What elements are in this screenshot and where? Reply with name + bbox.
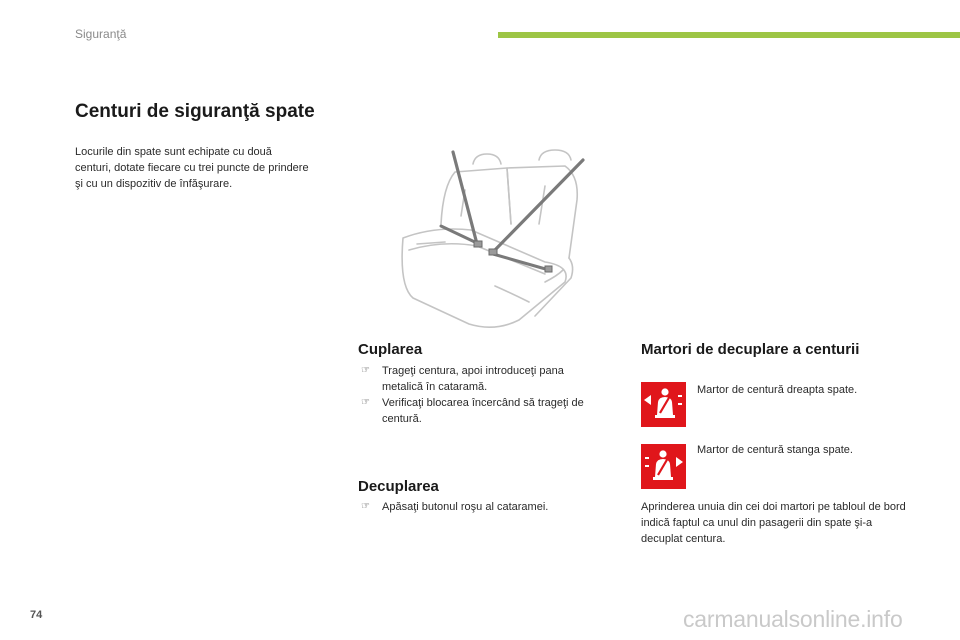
step-text: Trageţi centura, apoi introduceţi pana metalică în cataramă.	[382, 365, 564, 393]
list-item	[358, 499, 593, 515]
list-item	[358, 363, 593, 395]
seatbelt-warning-left-icon	[641, 444, 686, 489]
seatbelt-warning-right-icon	[641, 382, 686, 427]
section-label: Siguranţă	[75, 27, 127, 41]
lamp-left-label: Martor de centură stanga spate.	[697, 444, 853, 456]
list-item	[358, 395, 593, 427]
martori-note: Aprinderea unuia din cei doi martori pe tabloul de bord indică faptul ca unul din pasagerii din spate şi-a decuplat centura.	[641, 501, 906, 545]
cuplarea-steps	[358, 363, 593, 427]
cuplarea-heading: Cuplarea	[358, 341, 423, 358]
page-title: Centuri de siguranţă spate	[75, 101, 315, 122]
watermark: carmanualsonline.info	[683, 606, 903, 632]
hand-pointer-icon: ☞	[361, 397, 370, 408]
intro-paragraph: Locurile din spate sunt echipate cu două centuri, dotate fiecare cu trei puncte de prindere şi cu un dispozitiv de înfăşurare.	[75, 146, 309, 190]
hand-pointer-icon: ☞	[361, 365, 370, 376]
decuplarea-steps	[358, 499, 593, 515]
step-text: Verificaţi blocarea încercând să trageţi de centură.	[382, 397, 584, 425]
header-accent-bar	[498, 32, 960, 38]
martori-heading: Martori de decuplare a centurii	[641, 341, 860, 358]
rear-seat-belts-illustration	[395, 146, 600, 331]
step-text: Apăsaţi butonul roşu al cataramei.	[382, 501, 549, 513]
page-number: 74	[30, 609, 43, 621]
decuplarea-heading: Decuplarea	[358, 478, 439, 495]
lamp-right-label: Martor de centură dreapta spate.	[697, 384, 858, 396]
hand-pointer-icon: ☞	[361, 501, 370, 512]
